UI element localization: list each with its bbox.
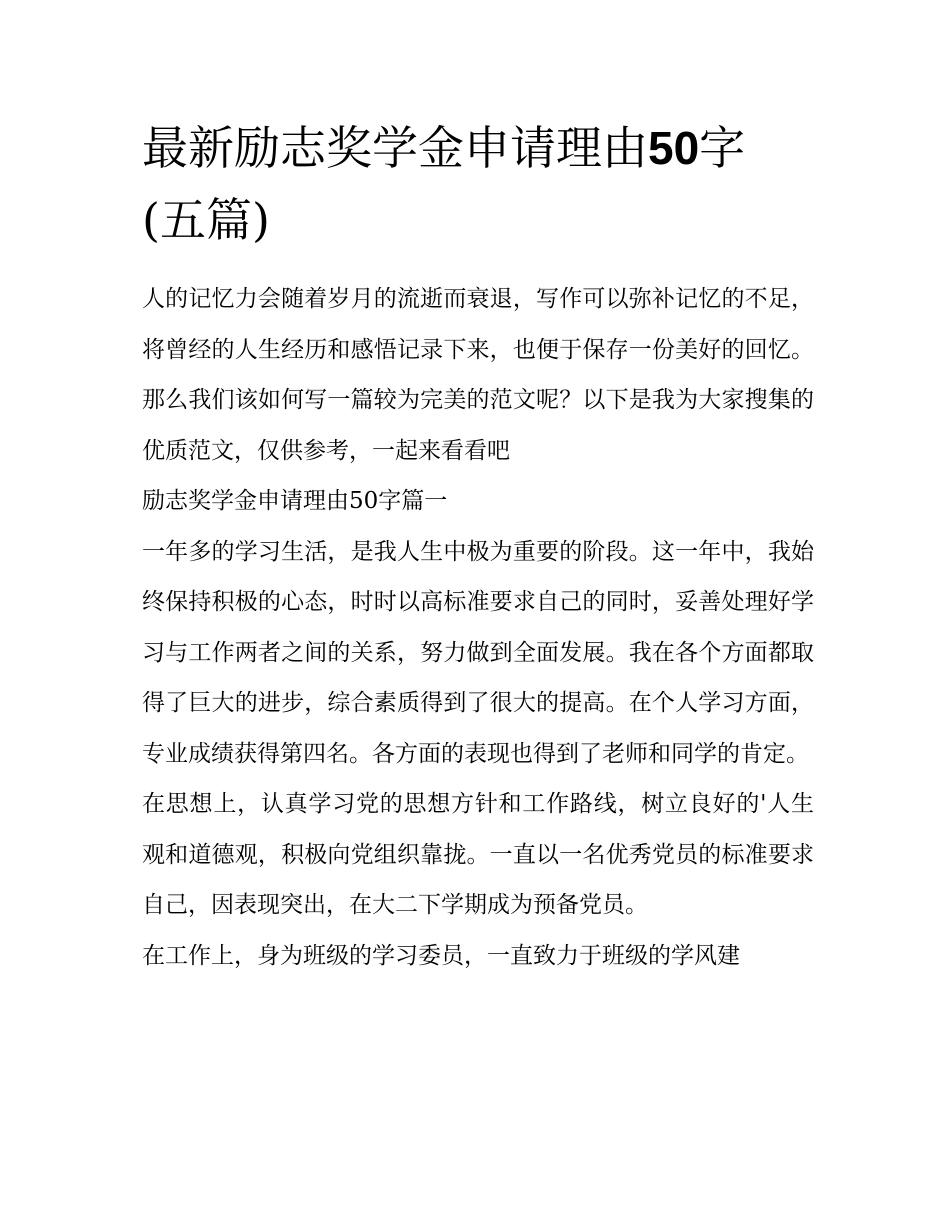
title-text-a: 最新励志奖学金申请理由 [142,121,648,175]
body-paragraph: 在思想上，认真学习党的思想方针和工作路线，树立良好的'人生观和道德观，积极向党组织靠拢。一直以一名优秀党员的标准要求自己，因表现突出，在大二下学期成为预备党员。 [142,791,814,918]
intro-paragraph: 人的记忆力会随着岁月的流逝而衰退，写作可以弥补记忆的不足，将曾经的人生经历和感悟记录下来，也便于保存一份美好的回忆。那么我们该如何写一篇较为完美的范文呢？以下是我为大家搜集的优质范文，仅供参考，一起来看看吧 [142,286,814,464]
document-title [142,112,814,256]
document-body [142,274,814,981]
section-heading: 励志奖学金申请理由50字篇一 [142,488,448,514]
title-number: 50 [648,122,700,174]
title-text-c: 字 [699,121,746,175]
body-paragraph: 在工作上，身为班级的学习委员，一直致力于班级的学风建 [142,942,740,969]
body-paragraph: 一年多的学习生活，是我人生中极为重要的阶段。这一年中，我始终保持积极的心态，时时以高标准要求自己的同时，妥善处理好学习与工作两者之间的关系，努力做到全面发展。我在各个方面都取得了巨大的进步，综合素质得到了很大的提高。在个人学习方面，专业成绩获得第四名。各方面的表现也得到了老师和同学的肯定。 [142,538,814,767]
document-page [142,112,814,981]
title-subtitle: (五篇) [142,193,270,247]
